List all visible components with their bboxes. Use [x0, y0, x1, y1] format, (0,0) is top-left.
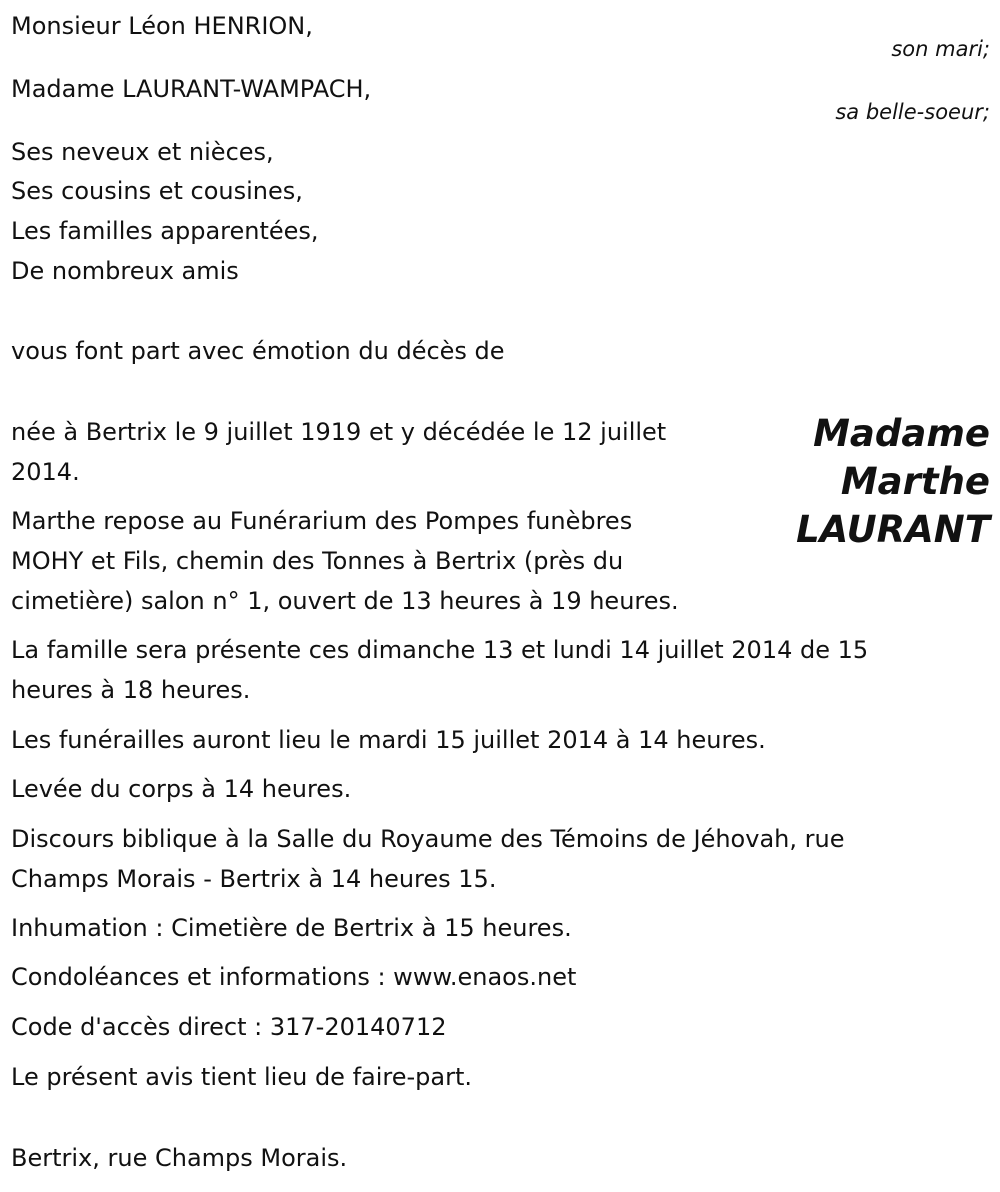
- sister-in-law-relation: sa belle-soeur;: [835, 100, 990, 124]
- levee-text: Levée du corps à 14 heures.: [11, 775, 352, 803]
- deceased-last-name: LAURANT: [796, 508, 990, 551]
- condoleances-text: Condoléances et informations : www.enaos.net: [11, 963, 577, 991]
- funeral-text: Les funérailles auront lieu le mardi 15 juillet 2014 à 14 heures.: [11, 726, 766, 754]
- repose-text: cimetière) salon n° 1, ouvert de 13 heures à 19 heures.: [11, 587, 679, 615]
- deceased-first-name: Marthe: [840, 460, 990, 503]
- birth-death-text: née à Bertrix le 9 juillet 1919 et y décédée le 12 juillet: [11, 418, 667, 446]
- announcement-text: vous font part avec émotion du décès de: [11, 337, 505, 365]
- family-line: Ses neveux et nièces,: [11, 138, 274, 166]
- husband-name: Monsieur Léon HENRION,: [11, 12, 313, 40]
- sister-in-law-name: Madame LAURANT-WAMPACH,: [11, 75, 372, 103]
- repose-text: Marthe repose au Funérarium des Pompes funèbres: [11, 507, 633, 535]
- repose-text: MOHY et Fils, chemin des Tonnes à Bertrix (près du: [11, 547, 624, 575]
- family-line: Les familles apparentées,: [11, 217, 319, 245]
- notice-text: Le présent avis tient lieu de faire-part.: [11, 1063, 473, 1091]
- deceased-name: [796, 410, 990, 554]
- family-presence-text: heures à 18 heures.: [11, 676, 251, 704]
- discours-text: Discours biblique à la Salle du Royaume des Témoins de Jéhovah, rue: [11, 825, 845, 853]
- inhumation-text: Inhumation : Cimetière de Bertrix à 15 heures.: [11, 914, 572, 942]
- husband-relation: son mari;: [891, 37, 990, 61]
- birth-death-text: 2014.: [11, 458, 80, 486]
- deceased-title: Madame: [813, 412, 990, 455]
- discours-text: Champs Morais - Bertrix à 14 heures 15.: [11, 865, 497, 893]
- access-code-text: Code d'accès direct : 317-20140712: [11, 1013, 447, 1041]
- address-text: Bertrix, rue Champs Morais.: [11, 1144, 348, 1172]
- family-presence-text: La famille sera présente ces dimanche 13 et lundi 14 juillet 2014 de 15: [11, 636, 869, 664]
- family-line: De nombreux amis: [11, 257, 239, 285]
- family-line: Ses cousins et cousines,: [11, 177, 303, 205]
